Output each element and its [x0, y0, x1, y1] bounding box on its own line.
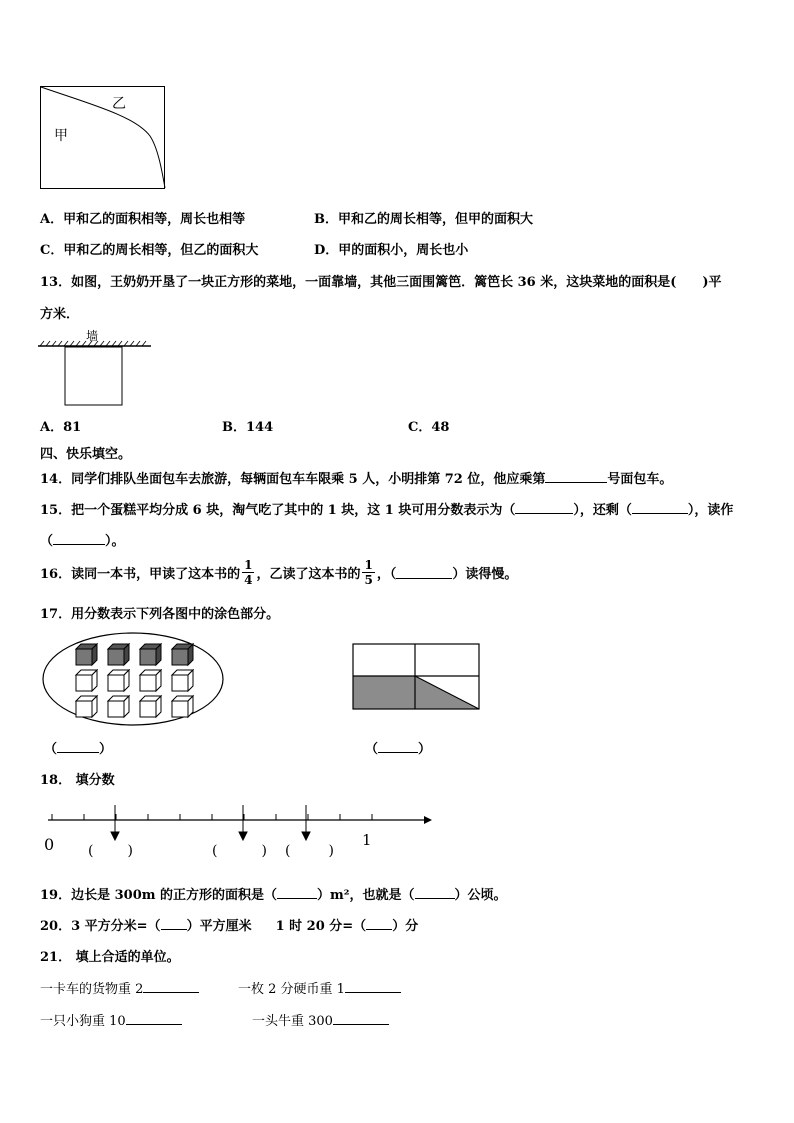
- q15-text-c: ），读作: [687, 503, 734, 518]
- q20-blank-1[interactable]: [161, 917, 187, 930]
- q19-blank-1[interactable]: [277, 886, 317, 899]
- q19-blank-2[interactable]: [415, 886, 455, 899]
- q15-text-a: 15．把一个蛋糕平均分成 6 块，淘气吃了其中的 1 块，这 1 块可用分数表示为（: [40, 503, 516, 518]
- paren-open: （: [44, 742, 58, 757]
- number-line-one: 1: [362, 831, 372, 849]
- paren-open: (: [285, 843, 291, 859]
- region-jia-label: 甲: [54, 128, 68, 144]
- q13-option-c: C．48: [408, 420, 450, 435]
- q20-text-d: ）分: [392, 919, 419, 934]
- q21-blank-1[interactable]: [143, 980, 199, 993]
- q17-answer-1: [44, 738, 112, 757]
- q17-cubes-figure: [42, 632, 226, 728]
- q14: [40, 468, 672, 487]
- q13-option-a: A．81: [40, 420, 82, 435]
- number-line-zero: 0: [44, 835, 55, 854]
- paren-open: (: [212, 843, 218, 859]
- region-yi-label: 乙: [112, 96, 126, 112]
- q17-answer-2: [365, 738, 431, 757]
- q21-item-4-text: 一头牛重 300: [252, 1014, 333, 1029]
- q13-text-line1: 13．如图，王奶奶开垦了一块正方形的菜地，一面靠墙，其他三面围篱笆．篱笆长 36 米，这块菜地的面积是( )平: [40, 275, 722, 290]
- paren-open: （: [365, 742, 379, 757]
- wall-label: 墙: [86, 329, 99, 343]
- q15-line1: [40, 499, 733, 518]
- q13-garden-figure: [38, 338, 153, 408]
- q17-blank-1[interactable]: [57, 740, 99, 753]
- q16-text-d: ）读得慢。: [452, 567, 518, 582]
- q21-item-2-text: 一枚 2 分硬币重 1: [238, 982, 345, 997]
- section-four-heading: 四、快乐填空。: [40, 447, 132, 462]
- cube: [76, 696, 97, 717]
- cube: [172, 670, 193, 691]
- q21-item-1: [40, 978, 199, 997]
- paren-close: ): [261, 843, 267, 859]
- q12-option-b: B．甲和乙的周长相等，但甲的面积大: [314, 212, 533, 227]
- q19-text-c: ）公顷。: [454, 888, 507, 903]
- q20-text-b: ）平方厘米: [186, 919, 252, 934]
- q15-line2: [40, 530, 125, 549]
- q13-text-line2: 方米．: [40, 307, 80, 322]
- q21-item-2: [238, 978, 401, 997]
- paren-close: ）: [99, 742, 113, 757]
- answer-paren-1: [88, 843, 133, 859]
- fraction-one-quarter: [242, 558, 254, 587]
- q21-blank-4[interactable]: [333, 1012, 389, 1025]
- q17-title: 17．用分数表示下列各图中的涂色部分。: [40, 607, 280, 622]
- q21-item-1-text: 一卡车的货物重 2: [40, 982, 144, 997]
- q15-blank-2[interactable]: [632, 501, 688, 514]
- fraction-numerator: 1: [364, 558, 373, 572]
- q21-blank-3[interactable]: [126, 1012, 182, 1025]
- q20-text-c: 1 时 20 分=（: [275, 919, 367, 934]
- q12-option-d: D．甲的面积小，周长也小: [314, 243, 469, 258]
- fraction-one-fifth: [362, 558, 374, 587]
- q16-text-b: ，乙读了这本书的: [256, 567, 361, 582]
- q12-option-a: A．甲和乙的面积相等，周长也相等: [40, 212, 246, 227]
- paren-close: ）: [418, 742, 432, 757]
- q14-text-end: 号面包车。: [607, 472, 673, 487]
- q16-text-c: ，（: [376, 567, 397, 582]
- q18-title: 18． 填分数: [40, 773, 115, 788]
- q20-text-a: 20．3 平方分米=（: [40, 919, 161, 934]
- q15-text-e: ）。: [105, 534, 125, 549]
- shaded-cube: [76, 644, 97, 665]
- answer-paren-2: [212, 843, 267, 859]
- cube: [76, 670, 97, 691]
- paren-close: ): [328, 843, 334, 859]
- q15-blank-1[interactable]: [515, 501, 573, 514]
- q14-blank[interactable]: [545, 470, 607, 483]
- cube: [140, 670, 161, 691]
- q17-blank-2[interactable]: [378, 740, 418, 753]
- q17-rectangle-figure: [352, 643, 482, 711]
- q16: [40, 558, 517, 587]
- fraction-denominator: 5: [364, 573, 373, 587]
- q21-item-3: [40, 1010, 182, 1029]
- q16-blank[interactable]: [396, 566, 452, 579]
- fraction-denominator: 4: [244, 573, 253, 587]
- q15-blank-3[interactable]: [53, 532, 105, 545]
- cube: [140, 696, 161, 717]
- cube: [108, 670, 129, 691]
- q21-item-4: [252, 1010, 389, 1029]
- answer-paren-3: [285, 843, 334, 859]
- q19-text-a: 19．边长是 300m 的正方形的面积是（: [40, 888, 278, 903]
- q19-text-b: ）m²，也就是（: [317, 888, 415, 903]
- q20-blank-2[interactable]: [366, 917, 392, 930]
- shaded-cube: [172, 644, 193, 665]
- q19: [40, 884, 507, 903]
- q21-item-3-text: 一只小狗重 10: [40, 1014, 126, 1029]
- q16-text-a: 16．读同一本书，甲读了这本书的: [40, 567, 241, 582]
- fraction-numerator: 1: [244, 558, 253, 572]
- cube: [172, 696, 193, 717]
- q15-text-d: （: [40, 534, 54, 549]
- q13-option-b: B．144: [222, 420, 274, 435]
- shaded-cube: [108, 644, 129, 665]
- q14-text: 14．同学们排队坐面包车去旅游，每辆面包车车限乘 5 人，小明排第 72 位，他应乘第: [40, 472, 546, 487]
- q20: [40, 915, 418, 934]
- paren-open: (: [88, 843, 94, 859]
- q21-blank-2[interactable]: [345, 980, 401, 993]
- cube: [108, 696, 129, 717]
- q12-option-c: C．甲和乙的周长相等，但乙的面积大: [40, 243, 259, 258]
- q15-text-b: ），还剩（: [573, 503, 632, 518]
- paren-close: ): [127, 843, 133, 859]
- shaded-cube: [140, 644, 161, 665]
- q21-title: 21． 填上合适的单位。: [40, 950, 180, 965]
